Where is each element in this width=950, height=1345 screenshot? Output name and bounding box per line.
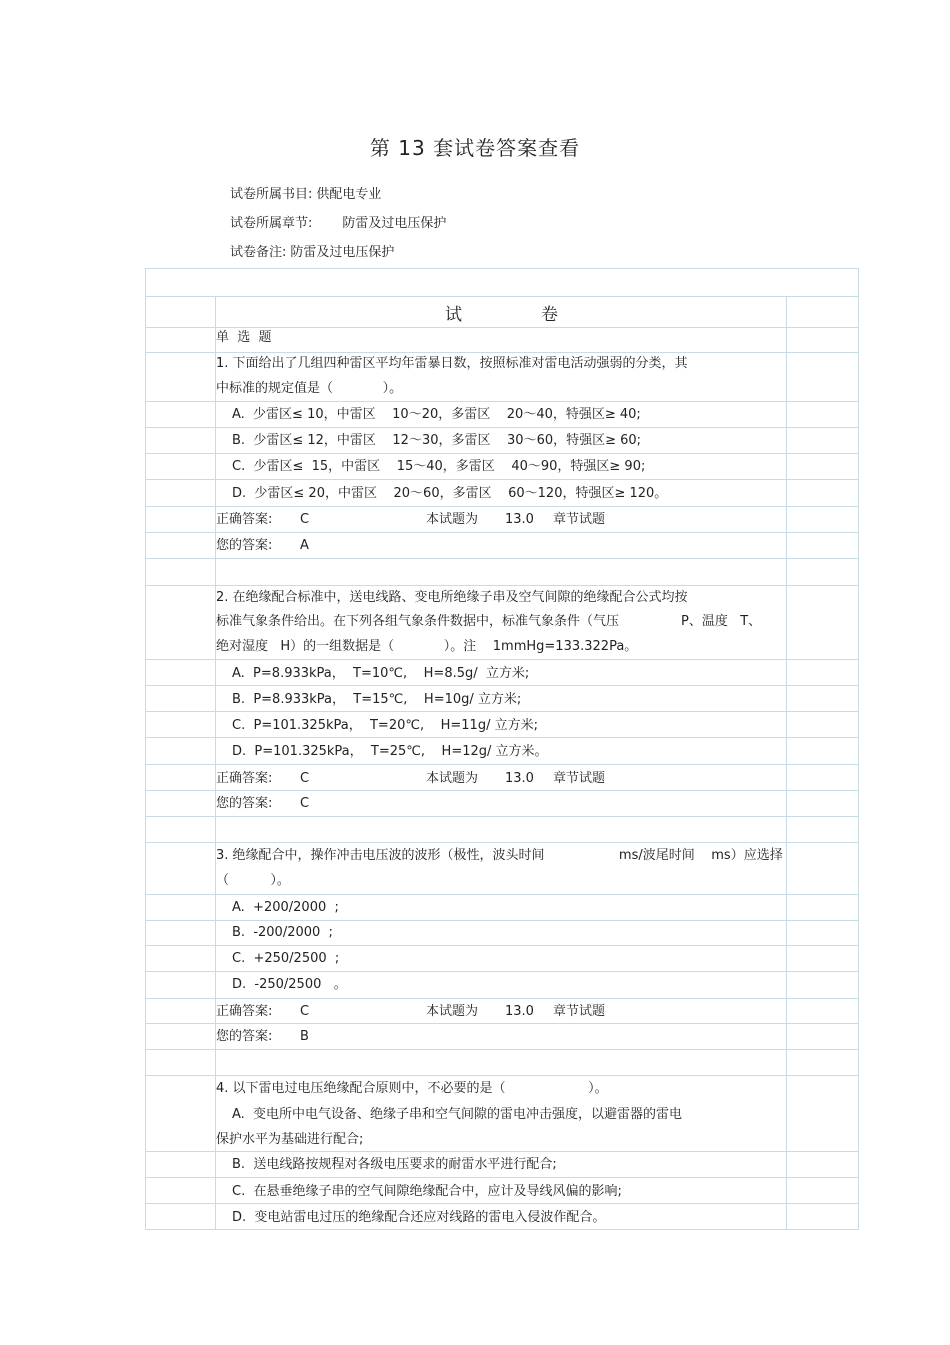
question-2-option-d: D. P=101.325kPa， T=25℃, H=12g/ 立方米。 (232, 744, 548, 759)
table-row (145, 559, 859, 586)
meta-chapter: 试卷所属章节: 防雷及过电压保护 (230, 216, 447, 231)
meta-note: 试卷备注: 防雷及过电压保护 (230, 245, 395, 260)
question-3-your-answer: B (300, 1029, 309, 1044)
question-3-option-b: B. -200/2000 ; (232, 925, 333, 940)
question-2-your-answer: C (300, 796, 310, 811)
question-2-score: 13.0 (505, 771, 534, 786)
question-1-line-1: 1. 下面给出了几组四种雷区平均年雷暴日数，按照标准对雷电活动强弱的分类，其 (216, 356, 688, 371)
question-1-line-2: 中标准的规定值是（ ）。 (216, 381, 403, 396)
question-2-type: 章节试题 (553, 771, 606, 786)
page-title: 第 13 套试卷答案查看 (369, 136, 581, 160)
table-row (145, 1050, 859, 1076)
question-3-line-2: （ ）。 (216, 873, 290, 888)
question-2-option-b: B. P=8.933kPa， T=15℃, H=10g/ 立方米; (232, 692, 522, 707)
question-1-option-d: D. 少雷区≤ 20，中雷区 20～60，多雷区 60～120，特强区≥ 120。 (232, 486, 668, 501)
question-4-option-a: A. 变电所中电气设备、绝缘子串和空气间隙的雷电冲击强度，以避雷器的雷电 (232, 1107, 683, 1122)
question-1-option-a: A. 少雷区≤ 10，中雷区 10～20，多雷区 20～40，特强区≥ 40; (232, 407, 641, 422)
question-1-score: 13.0 (505, 512, 534, 527)
table-row (145, 817, 859, 843)
question-1-your-answer: A (300, 538, 309, 553)
question-3-score: 13.0 (505, 1004, 534, 1019)
question-1-correct-label: 正确答案: (216, 512, 273, 527)
question-3-type: 章节试题 (553, 1004, 606, 1019)
question-4-option-a-continued: 保护水平为基础进行配合; (216, 1132, 364, 1147)
question-1-correct-answer: C (300, 512, 310, 527)
question-3-yours-label: 您的答案: (216, 1029, 273, 1044)
table-row (145, 297, 859, 328)
question-4-option-d: D. 变电站雷电过压的绝缘配合还应对线路的雷电入侵波作配合。 (232, 1210, 606, 1225)
question-1-score-label: 本试题为 (426, 512, 479, 527)
question-2-correct-answer: C (300, 771, 310, 786)
question-4-option-b: B. 送电线路按规程对各级电压要求的耐雷水平进行配合; (232, 1157, 557, 1172)
question-2-correct-label: 正确答案: (216, 771, 273, 786)
question-3-option-c: C. +250/2500 ; (232, 951, 340, 966)
meta-book: 试卷所属书目: 供配电专业 (230, 187, 382, 202)
question-3-score-label: 本试题为 (426, 1004, 479, 1019)
question-3-correct-answer: C (300, 1004, 310, 1019)
question-2-score-label: 本试题为 (426, 771, 479, 786)
question-1-yours-label: 您的答案: (216, 538, 273, 553)
question-1-option-c: C. 少雷区≤ 15，中雷区 15～40，多雷区 40～90，特强区≥ 90; (232, 459, 646, 474)
question-3-option-d: D. -250/2500 。 (232, 977, 347, 992)
question-1-option-b: B. 少雷区≤ 12，中雷区 12～30，多雷区 30～60，特强区≥ 60; (232, 433, 642, 448)
question-2-yours-label: 您的答案: (216, 796, 273, 811)
question-2-option-a: A. P=8.933kPa， T=10℃, H=8.5g/ 立方米; (232, 666, 530, 681)
question-2-line-2: 标准气象条件给出。在下列各组气象条件数据中，标准气象条件（气压 P、温度 T、 (216, 614, 762, 629)
question-2-line-1: 2. 在绝缘配合标准中，送电线路、变电所绝缘子串及空气间隙的绝缘配合公式均按 (216, 590, 688, 605)
question-2-line-3: 绝对湿度 H）的一组数据是（ ）。注 1mmHg=133.322Pa。 (216, 639, 638, 654)
question-3-option-a: A. +200/2000 ; (232, 900, 339, 915)
paper-heading-right: 卷 (541, 305, 558, 325)
question-3-correct-label: 正确答案: (216, 1004, 273, 1019)
table-row (145, 268, 859, 297)
question-2-option-c: C. P=101.325kPa， T=20℃, H=11g/ 立方米; (232, 718, 538, 733)
question-3-line-1: 3. 绝缘配合中，操作冲击电压波的波形（极性，波头时间 ms/波尾时间 ms）应选择 (216, 848, 783, 863)
question-4-line-1: 4. 以下雷电过电压绝缘配合原则中，不必要的是（ ）。 (216, 1081, 608, 1096)
paper-heading-left: 试 (445, 305, 462, 325)
question-4-option-c: C. 在悬垂绝缘子串的空气间隙绝缘配合中，应计及导线风偏的影响; (232, 1184, 622, 1199)
question-1-type: 章节试题 (553, 512, 606, 527)
section-title: 单 选 题 (216, 330, 272, 345)
